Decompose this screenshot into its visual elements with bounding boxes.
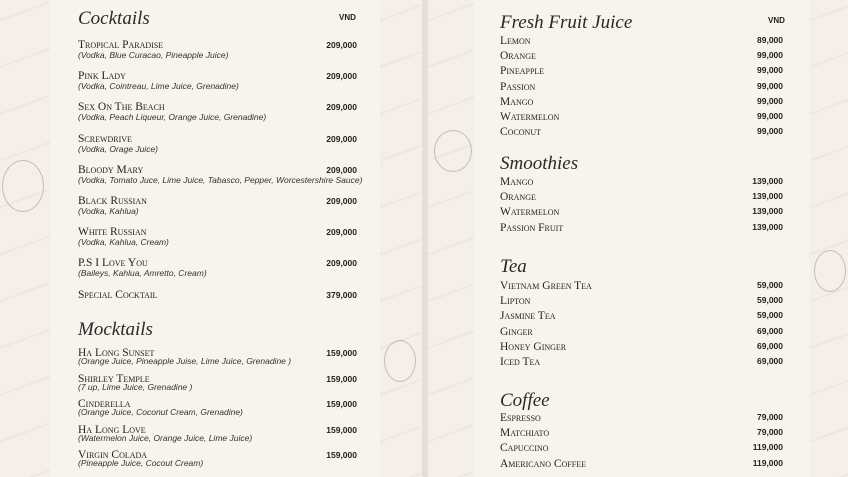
item-name: Sex On The Beach (78, 101, 165, 114)
item-price: 209,000 (326, 196, 357, 206)
item-price: 159,000 (326, 450, 357, 461)
item-description: (Vodka, Kahlua, Cream) (78, 237, 169, 248)
illustration-doodle (434, 130, 472, 172)
item-description: (Vodka, Orage Juice) (78, 143, 158, 154)
menu-page-right (428, 0, 848, 477)
item-name: Ginger (500, 325, 533, 338)
item-price: 139,000 (752, 206, 783, 217)
item-name: Orange (500, 191, 536, 204)
item-price: 139,000 (752, 176, 783, 186)
item-description: (Baileys, Kahlua, Amretto, Cream) (78, 268, 207, 279)
item-price: 69,000 (757, 325, 783, 336)
item-name: Virgin Colada (78, 449, 148, 462)
currency-label: VND (339, 13, 356, 22)
illustration-doodle (814, 250, 846, 292)
item-name: Black Russian (78, 195, 147, 207)
item-name: Cinderella (78, 398, 131, 411)
item-price: 209,000 (326, 102, 357, 113)
item-name: Pineapple (500, 65, 545, 78)
item-description: (7 up, Lime Juice, Grenadine ) (78, 381, 193, 392)
item-price: 159,000 (326, 373, 357, 384)
item-name: Americano Coffee (500, 457, 586, 470)
item-name: Matchiato (500, 427, 550, 440)
item-name: Vietnam Green Tea (500, 280, 592, 292)
illustration-doodle (2, 160, 44, 212)
item-name: Iced Tea (500, 356, 541, 368)
item-description: (Pineapple Juice, Cocout Cream) (78, 458, 204, 469)
item-price: 99,000 (757, 126, 783, 137)
item-name: P.S I Love You (78, 257, 148, 270)
item-price: 69,000 (757, 356, 783, 366)
item-name: Lemon (500, 35, 531, 47)
item-price: 59,000 (757, 295, 783, 306)
item-name: White Russian (78, 226, 147, 239)
item-price: 59,000 (757, 280, 783, 290)
item-price: 69,000 (757, 340, 783, 351)
item-name: Orange (500, 50, 536, 63)
item-price: 209,000 (326, 164, 357, 175)
item-name: Espresso (500, 412, 541, 424)
item-price: 99,000 (757, 95, 783, 106)
item-name: Tropical Paradise (78, 39, 164, 51)
section-title-fresh-fruit-juice: Fresh Fruit Juice (500, 12, 633, 33)
item-name: Watermelon (500, 206, 560, 219)
item-description: (Watermelon Juice, Orange Juice, Lime Juice) (78, 432, 253, 443)
item-price: 99,000 (757, 111, 783, 121)
item-description: (Vodka, Cointreau, Lime Juice, Grenadine) (78, 81, 239, 92)
item-price: 209,000 (326, 133, 357, 144)
item-name: Capuccino (500, 442, 549, 455)
item-name: Passion (500, 80, 536, 93)
item-price: 159,000 (326, 399, 357, 410)
illustration-border-left (428, 0, 474, 477)
currency-label: VND (768, 16, 785, 25)
item-price: 159,000 (326, 348, 357, 358)
section-title-mocktails: Mocktails (78, 319, 153, 340)
item-price: 79,000 (757, 412, 783, 422)
item-price: 79,000 (757, 427, 783, 438)
item-price: 99,000 (757, 50, 783, 61)
item-description: (Orange Juice, Coconut Cream, Grenadine) (78, 407, 243, 418)
illustration-doodle (384, 340, 416, 382)
illustration-border-right (380, 0, 422, 477)
item-price: 159,000 (326, 424, 357, 435)
section-title-tea: Tea (500, 256, 527, 277)
item-price: 99,000 (757, 65, 783, 76)
item-price: 99,000 (757, 80, 783, 91)
illustration-border-right (810, 0, 848, 477)
item-price: 119,000 (752, 457, 783, 468)
item-name: Honey Ginger (500, 340, 567, 353)
item-name: Watermelon (500, 111, 560, 123)
item-description: (Vodka, Peach Liqueur, Orange Juice, Grenadine) (78, 112, 267, 123)
item-name: Special Cocktail (78, 288, 158, 301)
section-title-smoothies: Smoothies (500, 153, 579, 174)
item-name: Jasmine Tea (500, 310, 556, 323)
item-price: 59,000 (757, 310, 783, 321)
item-price: 209,000 (326, 227, 357, 238)
item-price: 209,000 (326, 71, 357, 82)
item-price: 139,000 (752, 221, 783, 232)
item-description: (Vodka, Tomato Juce, Lime Juice, Tabasco, Pepper, Worcestershire Sauce) (78, 174, 363, 185)
item-name: Shirley Temple (78, 372, 150, 385)
item-name: Lipton (500, 295, 531, 308)
item-name: Pink Lady (78, 70, 126, 83)
illustration-border-left (0, 0, 50, 477)
section-title-coffee: Coffee (500, 390, 550, 411)
item-price: 119,000 (752, 442, 783, 453)
item-price: 139,000 (752, 191, 783, 202)
item-name: Mango (500, 95, 534, 108)
item-description: (Orange Juice, Pineapple Juise, Lime Juice, Grenadine ) (78, 356, 292, 366)
item-name: Coconut (500, 126, 542, 139)
item-price: 379,000 (326, 289, 357, 300)
item-name: Ha Long Love (78, 423, 146, 436)
item-price: 89,000 (757, 35, 783, 45)
item-name: Screwdrive (78, 132, 132, 145)
item-description: (Vodka, Blue Curacao, Pineapple Juice) (78, 50, 229, 60)
item-name: Passion Fruit (500, 221, 564, 234)
menu-page-left (0, 0, 422, 477)
section-title-cocktails: Cocktails (78, 8, 150, 29)
item-price: 209,000 (326, 258, 357, 269)
item-name: Bloody Mary (78, 163, 144, 176)
item-description: (Vodka, Kahlua) (78, 206, 139, 216)
item-price: 209,000 (326, 40, 357, 50)
item-name: Mango (500, 176, 534, 188)
item-name: Ha Long Sunset (78, 347, 155, 359)
